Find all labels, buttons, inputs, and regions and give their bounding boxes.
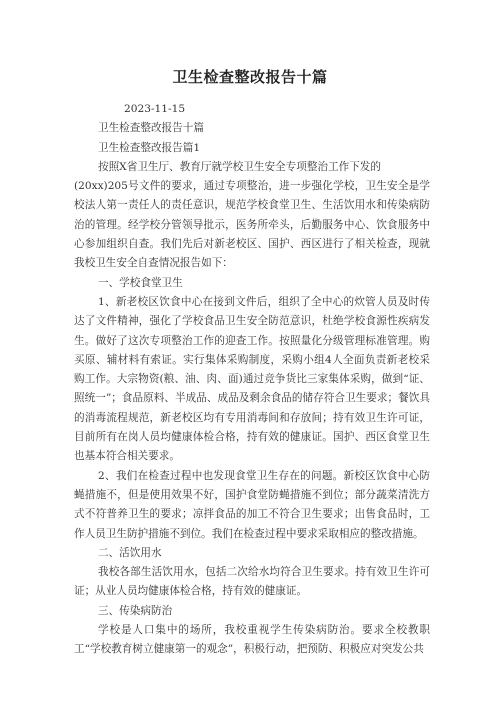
paragraph: 我校各部生活饮用水，包括二次给水均符合卫生要求。持有效卫生许可证；从业人员均健康体检合格，持有效的健康证。 — [74, 566, 430, 598]
document-date: 2023-11-15 — [124, 103, 186, 115]
document-title: 卫生检查整改报告十篇 — [172, 68, 328, 86]
document-subtitle: 卫生检查整改报告十篇 — [98, 122, 204, 135]
paragraph: 2、我们在检查过程中也发现食堂卫生存在的问题。新校区饮食中心防蝇措施不，但是使用效果不好，国护食堂防蝇措施不到位；部分蔬菜清洗方式不符普养卫生的要求；凉拌食品的加工不符合卫生要求；出售食品时，工作人员卫生防护措施不到位。我们在检查过程中要求采取相应的整改措施。 — [74, 469, 430, 540]
section-heading: 一、学校食堂卫生 — [98, 276, 183, 289]
paragraph: 1、新老校区饮食中心在接到文件后，组织了全中心的炊管人员及时传达了文件精神，强化了学校食品卫生安全防范意识，杜绝学校食源性疾病发生。做好了这次专项整治工作的迎查工作。按照量化分级管理标准管理。购买原、辅材料有索证。实行集体采购制度，采购小组4人全面负责新老校采购工作。大宗物资(粮、油、肉、面)通过竞争货比三家集体采购，做到“证、照统一”；食品原料、半成品、成品及剩余食品的储存符合卫生要求；餐饮具的消毒流程规范，新老校区均有专用消毒间和存放间；持有效卫生许可证，目前所有在岗人员均健康体检合格，持有效的健康证。国护、西区食堂卫生也基本符合相关要求。 — [74, 295, 430, 463]
paragraph: 学校是人口集中的场所，我校重视学生传染病防治。要求全校教职工“学校教育树立健康第一的观念”，积极行动，把预防、积极应对突发公共 — [74, 624, 430, 656]
document-body — [74, 100, 430, 660]
section-heading: 三、传染病防治 — [98, 604, 173, 617]
paragraph: (20xx)205号文件的要求，通过专项整治，进一步强化学校，卫生安全是学校法人第一责任人的责任意识，规范学校食堂卫生、生活饮用水和传染病防治的管理。经学校分管领导批示，医务所牵头，后勤服务中心、饮食服务中心参加组织自查。我们先后对新老校区、国护、西区进行了相关检查，现就我校卫生安全自查情况报告如下： — [74, 180, 430, 270]
paragraph: 按照X省卫生厅、教育厅就学校卫生安全专项整治工作下发的 — [98, 160, 381, 173]
section-title: 卫生检查整改报告篇1 — [98, 141, 201, 154]
section-heading: 二、活饮用水 — [98, 546, 162, 559]
